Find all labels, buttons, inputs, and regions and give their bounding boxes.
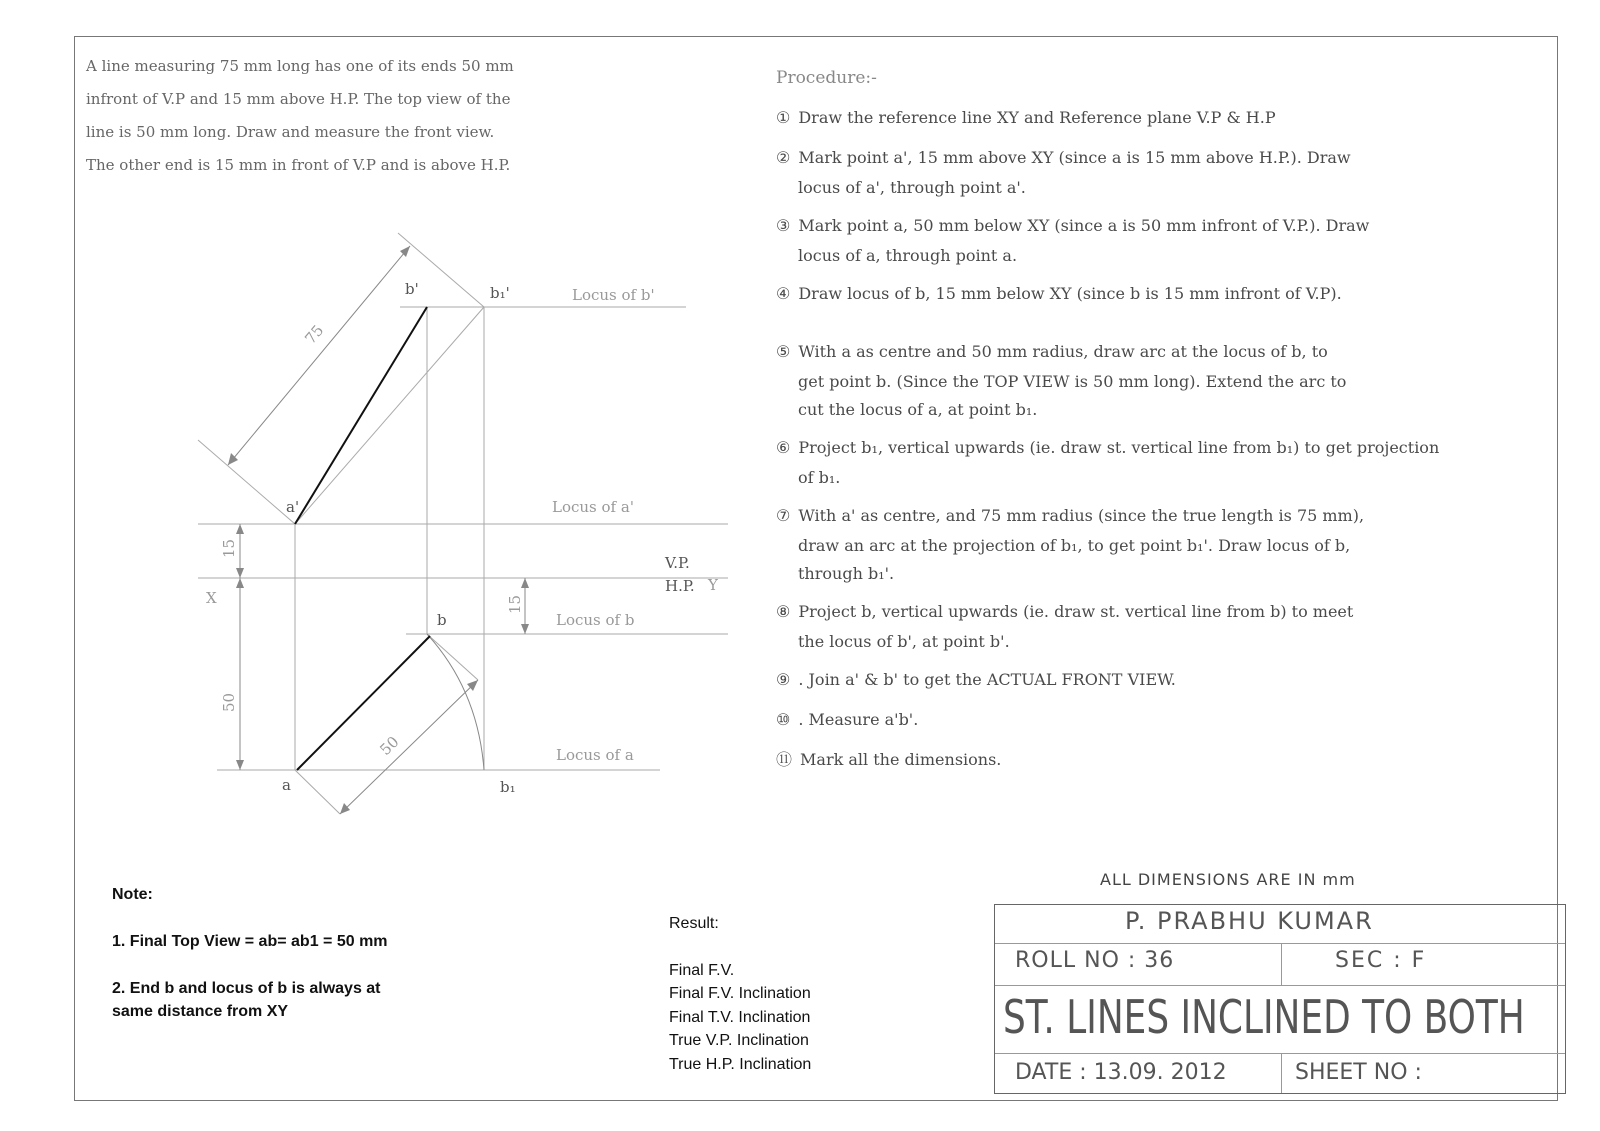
title-block-rule — [995, 1053, 1565, 1054]
result-block — [669, 912, 811, 1071]
procedure-step-text: With a' as centre, and 75 mm radius (since the true length is 75 mm), — [798, 506, 1365, 525]
problem-line: infront of V.P and 15 mm above H.P. The top view of the — [86, 90, 511, 108]
label-b1: b₁ — [500, 778, 516, 796]
title-block-divider — [1281, 1053, 1282, 1094]
procedure-step-text: draw an arc at the projection of b₁, to get point b₁'. Draw locus of b, — [798, 536, 1351, 555]
procedure-step-number: ⑦ — [776, 506, 791, 525]
dim-50-ext-2 — [427, 634, 478, 680]
problem-line: A line measuring 75 mm long has one of its ends 50 mm — [86, 57, 514, 75]
result-item: Final F.V. Inclination — [669, 985, 811, 1002]
procedure-step-text: Draw locus of b, 15 mm below XY (since b is 15 mm infront of V.P). — [798, 284, 1342, 303]
result-item: Final F.V. — [669, 961, 735, 979]
procedure-step-text: Project b₁, vertical upwards (ie. draw st. vertical line from b₁) to get projection — [798, 438, 1440, 457]
procedure-step-text: locus of a', through point a'. — [798, 178, 1026, 197]
label-x: X — [206, 589, 217, 607]
procedure-step-text: through b₁'. — [798, 564, 895, 583]
problem-line: The other end is 15 mm in front of V.P and is above H.P. — [86, 156, 511, 174]
dim-50-line — [340, 680, 478, 814]
label-b: b — [437, 611, 447, 629]
dim-50-a-label: 50 — [220, 692, 238, 712]
note-item-1: 1. Final Top View = ab= ab1 = 50 mm — [112, 933, 388, 950]
label-b-dash: b' — [405, 280, 419, 298]
procedure-step-number: ⑤ — [776, 342, 791, 361]
procedure-step-text: get point b. (Since the TOP VIEW is 50 mm long). Extend the arc to — [798, 372, 1347, 391]
procedure-title: Procedure:- — [776, 68, 877, 88]
procedure-step-text: . Join a' & b' to get the ACTUAL FRONT VIEW. — [798, 670, 1176, 689]
procedure-step-text: of b₁. — [798, 468, 841, 487]
dim-75-label: 75 — [301, 321, 328, 348]
procedure-step-text: cut the locus of a, at point b₁. — [798, 400, 1038, 419]
label-vp: V.P. — [665, 554, 690, 572]
label-locus-a: Locus of a — [556, 746, 634, 764]
procedure-step-text: . Measure a'b'. — [798, 710, 919, 729]
title-block-divider — [1281, 943, 1282, 985]
label-locus-b: Locus of b — [556, 611, 635, 629]
title-block-rule — [995, 943, 1565, 944]
procedure-step-number: ⑧ — [776, 602, 791, 621]
procedure-step-number: ④ — [776, 284, 791, 303]
sheet-number: SHEET NO : — [1295, 1060, 1422, 1085]
result-item: Final T.V. Inclination — [669, 1008, 811, 1026]
dim-75-line — [228, 246, 410, 465]
procedure-step-number: ① — [776, 108, 791, 127]
label-b1-dash: b₁' — [490, 284, 510, 302]
label-a-dash: a' — [286, 498, 300, 516]
dim-75-ext-1 — [198, 440, 295, 524]
dim-50-ext-1 — [295, 770, 340, 814]
procedure-step-number: ⑪ — [776, 750, 793, 769]
sheet-title: ST. LINES INCLINED TO BOTH — [1003, 990, 1525, 1044]
note-item-2-continued: same distance from XY — [112, 1003, 289, 1020]
sheet-date: DATE : 13.09. 2012 — [1015, 1060, 1227, 1085]
procedure-step-text: Mark point a, 50 mm below XY (since a is 50 mm infront of V.P.). Draw — [798, 216, 1370, 235]
label-locus-a-dash: Locus of a' — [552, 498, 634, 516]
label-y: Y — [708, 576, 718, 594]
label-locus-b-dash: Locus of b' — [572, 286, 655, 304]
roll-number: ROLL NO : 36 — [1015, 948, 1175, 973]
top-view-line — [297, 636, 430, 770]
procedure-step-text: Mark point a', 15 mm above XY (since a is 15 mm above H.P.). Draw — [798, 148, 1351, 167]
dim-15-a-dash-label: 15 — [220, 538, 238, 558]
procedure-step-number: ⑨ — [776, 670, 791, 689]
procedure-step-number: ⑥ — [776, 438, 791, 457]
title-block-rule — [995, 985, 1565, 986]
title-block — [994, 904, 1566, 1094]
result-title: Result: — [669, 915, 719, 932]
procedure-step-text: Project b, vertical upwards (ie. draw st. vertical line from b) to meet — [798, 602, 1354, 621]
problem-line: line is 50 mm long. Draw and measure the front view. — [86, 123, 495, 141]
dim-15-b-label: 15 — [506, 594, 524, 614]
procedure-step-text: Mark all the dimensions. — [800, 750, 1002, 769]
result-item: True V.P. Inclination — [669, 1032, 809, 1049]
procedure-step-text: With a as centre and 50 mm radius, draw arc at the locus of b, to — [798, 342, 1328, 361]
student-name: P. PRABHU KUMAR — [1125, 907, 1374, 935]
procedure-step-number: ③ — [776, 216, 791, 235]
dimensions-note: ALL DIMENSIONS ARE IN mm — [1100, 870, 1356, 889]
note-item-2: 2. End b and locus of b is always at — [112, 980, 381, 997]
construction-a-dash-b1-dash — [295, 307, 484, 524]
result-item: True H.P. Inclination — [669, 1055, 812, 1071]
procedure-step-text: the locus of b', at point b'. — [798, 632, 1010, 651]
procedure-step-number: ⑩ — [776, 710, 791, 729]
procedure-step-text: Draw the reference line XY and Reference plane V.P & H.P — [798, 108, 1276, 127]
procedure-step-number: ② — [776, 148, 791, 167]
note-title: Note: — [112, 886, 153, 903]
section: SEC : F — [1335, 948, 1427, 973]
dim-50-top-view-label: 50 — [376, 732, 403, 759]
label-hp: H.P. — [665, 577, 695, 595]
label-a: a — [282, 776, 291, 794]
procedure-step-text: locus of a, through point a. — [798, 246, 1018, 265]
